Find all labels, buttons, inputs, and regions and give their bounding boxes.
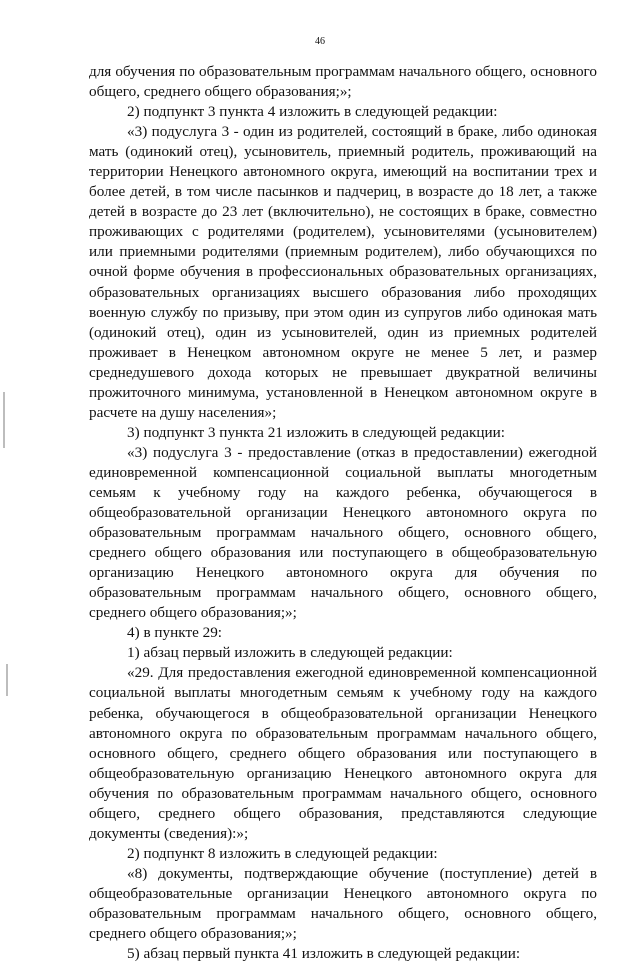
paragraph-amendment-4-1: 1) абзац первый изложить в следующей редакции: bbox=[127, 644, 453, 662]
scan-mark-left bbox=[3, 392, 5, 448]
paragraph-amendment-2: 2) подпункт 3 пункта 4 изложить в следующей редакции: bbox=[127, 103, 498, 121]
paragraph-subservice-3-payment: «3) подуслуга 3 - предоставление (отказ в предоставлении) ежегодной единовременной компенсационной социальной выплаты многодетным семьям к учебному году на каждого ребенка, обучающегося в общеобразовательной организации Ненецкого автономного округа по образовательным программам начального общего, основного общего, среднего общего образования или поступающего в общеобразовательную организацию Ненецкого автономного округа для обучения по образовательным программам начального общего, основного общего, среднего общего образования;»; bbox=[89, 443, 597, 622]
paragraph-subservice-3-applicant: «3) подуслуга 3 - один из родителей, состоящий в браке, либо одинокая мать (одинокий отец), усыновитель, приемный родитель, проживающий на территории Ненецкого автономного округа, имеющий на воспитании трех и более детей, в том числе пасынков и падчериц, в возрасте до 18 лет, а также детей в возрасте до 23 лет (включительно), не состоящих в браке, совместно проживающих с родителями (родителем), усыновителями (усыновителем) или приемными родителями (приемным родителем), либо обучающихся по очной форме обучения в профессиональных образовательных организациях, образовательных организациях высшего образования либо проходящих военную службу по призыву, при этом один из супругов либо одинокая мать (одинокий отец), один из усыновителей, один из приемных родителей проживает в Ненецком автономном округе не менее 5 лет, и размер среднедушевого дохода которых не превышает двукратной величины прожиточного минимума, установленной в Ненецком автономном округе в расчете на душу населения»; bbox=[89, 123, 597, 421]
paragraph-amendment-4: 4) в пункте 29: bbox=[127, 624, 223, 642]
scan-mark-left-lower bbox=[6, 664, 8, 696]
document-body bbox=[89, 62, 597, 964]
paragraph-continuation: для обучения по образовательным программам начального общего, основного общего, среднего общего образования;»; bbox=[89, 63, 597, 101]
paragraph-subpoint-8: «8) документы, подтверждающие обучение (поступление) детей в общеобразовательные организации Ненецкого автономного округа по образовательным программам начального общего, основного общего, среднего общего образования;»; bbox=[89, 864, 597, 943]
page-number: 46 bbox=[315, 36, 325, 47]
paragraph-amendment-3: 3) подпункт 3 пункта 21 изложить в следующей редакции: bbox=[127, 423, 506, 441]
paragraph-point-29: «29. Для предоставления ежегодной единовременной компенсационной социальной выплаты многодетным семьям к учебному году на каждого ребенка, обучающегося в общеобразовательной организации Ненецкого автономного округа по образовательным программам начального общего, основного общего, среднего общего образования или поступающего в общеобразовательную организацию Ненецкого автономного округа для обучения по образовательным программам начального общего, основного общего, среднего общего образования, представляются следующие документы (сведения):»; bbox=[89, 664, 597, 842]
paragraph-amendment-4-2: 2) подпункт 8 изложить в следующей редакции: bbox=[127, 844, 438, 862]
paragraph-amendment-5: 5) абзац первый пункта 41 изложить в следующей редакции: bbox=[127, 945, 521, 963]
